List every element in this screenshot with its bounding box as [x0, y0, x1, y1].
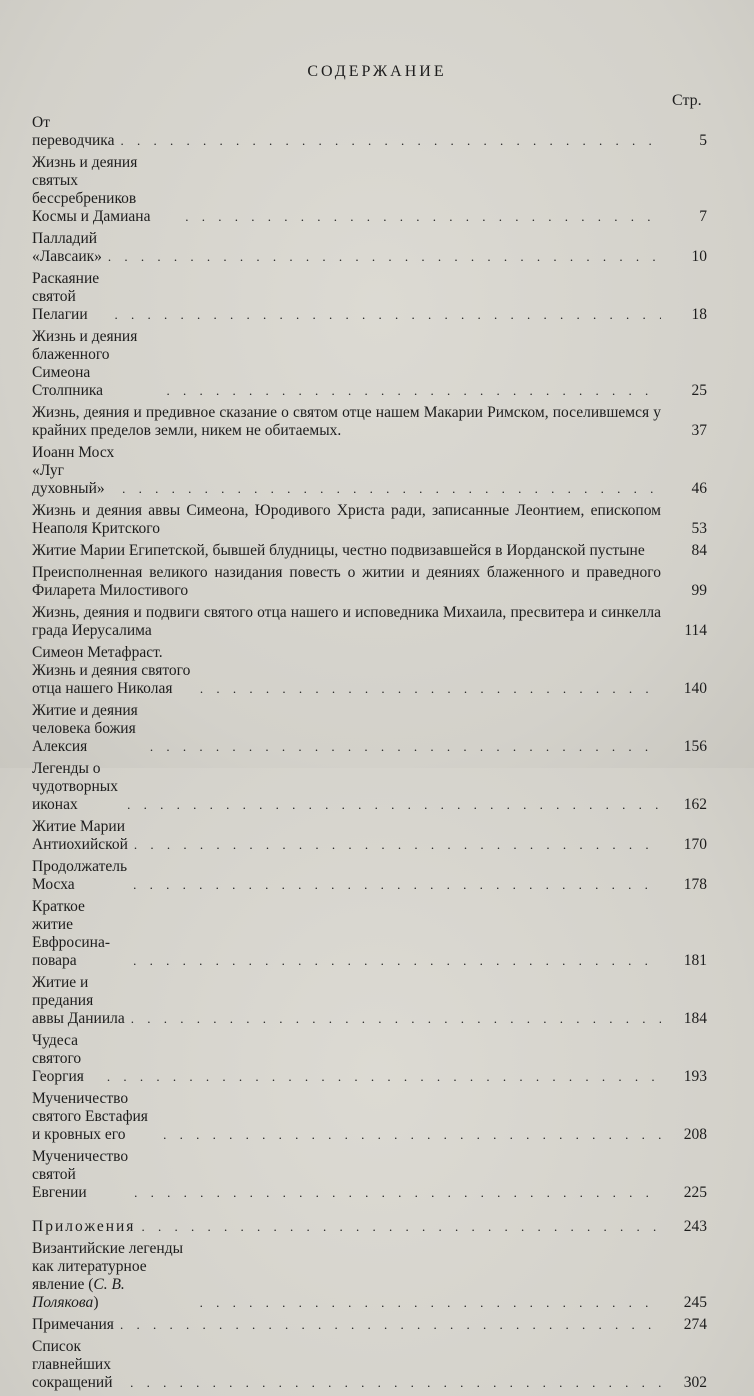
- entry-title: Житие и предания аввы Даниила: [32, 974, 125, 1027]
- entry-page-number: 184: [683, 1010, 707, 1027]
- leader-dots: [179, 208, 661, 226]
- leader-dots: [194, 1294, 661, 1312]
- entry-page-number: 302: [683, 1374, 707, 1391]
- entry-title: Жизнь и деяния святых бессребреников Космы и Дамиана: [32, 154, 151, 225]
- toc-entry: [32, 974, 707, 1028]
- entry-author: С. В. Полякова: [32, 1276, 125, 1311]
- toc-entry: [32, 898, 707, 970]
- entry-page-number: 46: [691, 480, 707, 497]
- entry-title: Житие Марии Антиохийской: [32, 818, 128, 853]
- entry-title: Жизнь, деяния и предивное сказание о святом отце нашем Макарии Римском, поселившемся у крайних пределов земли, никем не обитаемых.: [32, 404, 661, 439]
- entry-page-number: 208: [683, 1126, 707, 1143]
- toc-entry: [32, 230, 707, 266]
- entry-page-number: 53: [691, 520, 707, 537]
- leader-dots: [114, 1316, 661, 1334]
- entry-title: Иоанн Мосх «Луг духовный»: [32, 444, 115, 497]
- entry-page-number: 181: [683, 952, 707, 969]
- appendix-page-number: 243: [683, 1218, 707, 1235]
- entry-page-number: 140: [683, 680, 707, 697]
- entry-title: Житие и деяния человека божия Алексия: [32, 702, 138, 755]
- toc-entry: [32, 270, 707, 324]
- entry-title: Легенды о чудотворных иконах: [32, 760, 118, 813]
- toc-entry: [32, 564, 707, 600]
- toc-entry: [32, 1148, 707, 1202]
- entry-page-number: 245: [683, 1294, 707, 1311]
- entry-page-number: 99: [691, 582, 707, 599]
- leader-dots: [127, 952, 661, 970]
- entry-page-number: 193: [683, 1068, 707, 1085]
- toc-entry: [32, 604, 707, 640]
- leader-dots: [102, 248, 661, 266]
- entry-title: Краткое житие Евфросина-повара: [32, 898, 111, 969]
- table-of-contents: [32, 114, 707, 1396]
- toc-entry: [32, 328, 707, 400]
- entry-title: Примечания: [32, 1316, 114, 1333]
- entry-title: Чудеса святого Георгия: [32, 1032, 84, 1085]
- entry-page-number: 170: [683, 836, 707, 853]
- leader-dots: [121, 796, 661, 814]
- page-column-header: Стр.: [672, 92, 702, 109]
- section-spacer: [32, 1206, 707, 1218]
- entry-title: Симеон Метафраст. Жизнь и деяния святого отца нашего Николая: [32, 644, 191, 697]
- toc-entry: [32, 818, 707, 854]
- entry-title: От переводчика: [32, 114, 115, 149]
- toc-entry: [32, 444, 707, 498]
- leader-dots: [101, 1068, 661, 1086]
- entry-page-number: 114: [684, 622, 707, 639]
- entry-page-number: 225: [683, 1184, 707, 1201]
- entry-title: Византийские легенды как литературное явление (: [32, 1240, 183, 1293]
- entry-title: Палладий «Лавсаик»: [32, 230, 102, 265]
- contents-title: СОДЕРЖАНИЕ: [307, 63, 447, 80]
- entry-page-number: 178: [683, 876, 707, 893]
- leader-dots: [128, 836, 661, 854]
- leader-dots: [114, 132, 661, 150]
- entry-page-number: 274: [683, 1316, 707, 1333]
- toc-entry: [32, 154, 707, 226]
- leader-dots: [128, 1184, 661, 1202]
- appendix-title: Приложения: [32, 1218, 136, 1235]
- entry-page-number: 84: [691, 542, 707, 559]
- entry-title: Жизнь и деяния аввы Симеона, Юродивого Христа ради, записанные Леонтием, епископом Неаполя Критского: [32, 502, 661, 537]
- entry-title: Жизнь и деяния блаженного Симеона Столпника: [32, 328, 138, 399]
- toc-entry: [32, 1316, 707, 1334]
- appendix-entries: [32, 1240, 707, 1392]
- toc-entry: [32, 502, 707, 538]
- entry-title: Мученичество святого Евстафия и кровных его: [32, 1090, 148, 1143]
- entry-title-wrap: [32, 1240, 194, 1312]
- entry-title: Жизнь, деяния и подвиги святого отца нашего и исповедника Михаила, пресвитера и синкелла града Иерусалима: [32, 604, 661, 639]
- toc-entry: [32, 858, 707, 894]
- leader-dots: [161, 382, 661, 400]
- toc-entry: [32, 1090, 707, 1144]
- leader-dots: [125, 1010, 661, 1028]
- toc-entries: [32, 114, 707, 1202]
- toc-entry: [32, 760, 707, 814]
- entry-page-number: 156: [683, 738, 707, 755]
- entry-page-number: 162: [683, 796, 707, 813]
- toc-entry: [32, 702, 707, 756]
- toc-entry: [32, 404, 707, 440]
- leader-dots: [124, 1374, 661, 1392]
- entry-title: Продолжатель Мосха: [32, 858, 128, 893]
- leader-dots: [194, 680, 661, 698]
- leader-dots: [127, 876, 661, 894]
- entry-title: Мученичество святой Евгении: [32, 1148, 129, 1201]
- toc-entry: [32, 114, 707, 150]
- leader-dots: [116, 480, 661, 498]
- entry-page-number: 7: [699, 208, 707, 225]
- entry-page-number: 18: [691, 306, 707, 323]
- toc-entry: [32, 1240, 707, 1312]
- entry-title: Житие Марии Египетской, бывшей блудницы, честно подвизавшейся в Иорданской пустыне: [32, 542, 645, 559]
- entry-title: Список главнейших сокращений: [32, 1338, 113, 1391]
- toc-entry: [32, 1032, 707, 1086]
- leader-dots: [135, 1218, 661, 1236]
- leader-dots: [108, 306, 661, 324]
- entry-title-end: ): [93, 1294, 99, 1311]
- toc-entry: [32, 542, 707, 560]
- leader-dots: [144, 738, 661, 756]
- entry-title: Преисполненная великого назидания повесть о житии и деяниях блаженного и праведного Филарета Милостивого: [32, 564, 661, 599]
- toc-entry: [32, 1338, 707, 1392]
- entry-page-number: 25: [691, 382, 707, 399]
- entry-page-number: 10: [691, 248, 707, 265]
- appendix-heading: [32, 1218, 707, 1236]
- toc-entry: [32, 644, 707, 698]
- entry-title: Раскаяние святой Пелагии: [32, 270, 100, 323]
- entry-page-number: 37: [691, 422, 707, 439]
- entry-page-number: 5: [699, 132, 707, 149]
- leader-dots: [157, 1126, 661, 1144]
